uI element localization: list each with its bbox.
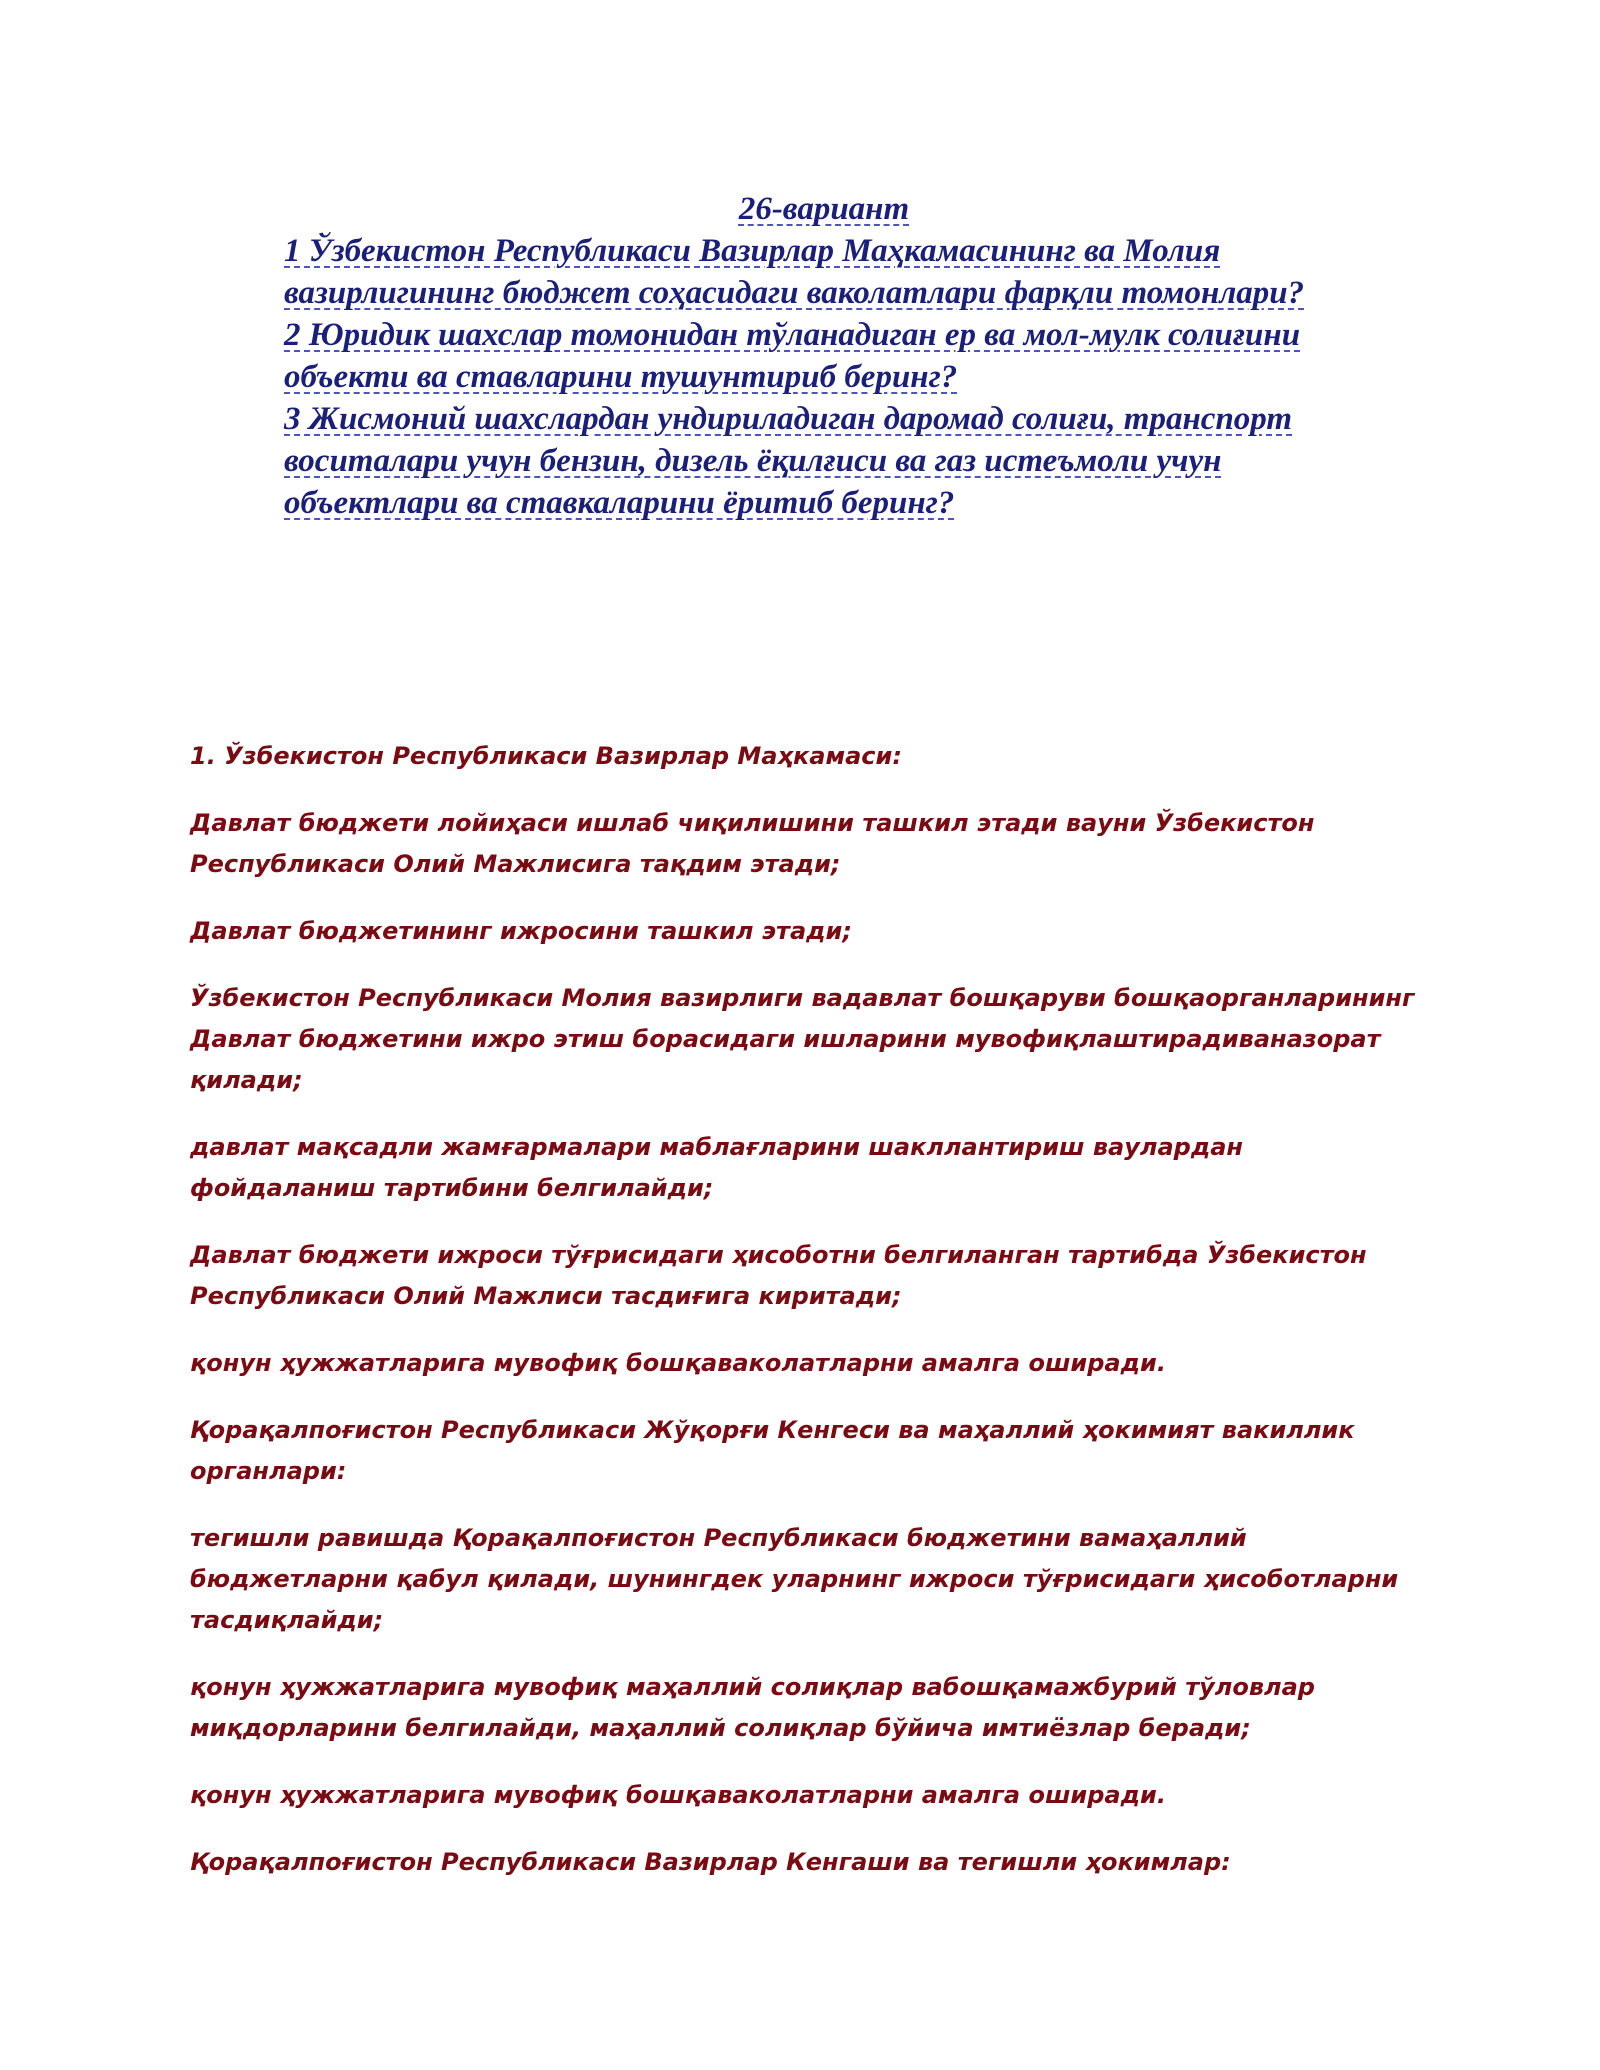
answer-paragraph: тегишли равишда Қорақалпоғистон Республикаси бюджетини вамаҳаллий бюджетларни қабул қилади, шунингдек уларнинг ижроси тўғрисидаги ҳисоботларни тасдиқлайди; <box>190 1524 1399 1634</box>
question-2 <box>284 314 1364 398</box>
answer-paragraph: Давлат бюджетининг ижросини ташкил этади; <box>190 917 852 945</box>
answer-paragraph: Қорақалпоғистон Республикаси Вазирлар Кенгаши ва тегишли ҳокимлар: <box>190 1848 1231 1876</box>
answer-paragraph: Қорақалпоғистон Республикаси Жўқорғи Кенгеси ва маҳаллий ҳокимият вакиллик органлари: <box>190 1416 1355 1485</box>
question-3-text: 3 Жисмоний шахслардан ундириладиган даромад солиғи, транспорт воситалари учун бензин, дизель ёқилғиси ва газ истеъмоли учун объектлари ва ставкаларини ёритиб беринг? <box>284 401 1293 521</box>
answer-paragraph: давлат мақсадли жамғармалари маблағларини шакллантириш вaулардан фойдаланиш тартибини белгилайди; <box>190 1133 1244 1202</box>
answer-paragraph: Давлат бюджети ижроси тўғрисидаги ҳисоботни белгиланган тартибда Ўзбекистон Республикаси Олий Мажлиси тасдиғига киритади; <box>190 1241 1367 1310</box>
answer-paragraph: Давлат бюджети лойиҳаси ишлаб чиқилишини ташкил этади вауни Ўзбекистон Республикаси Олий Мажлисига тақдим этади; <box>190 809 1315 878</box>
assignment-header <box>284 188 1364 524</box>
question-1-text: 1 Ўзбекистон Республикаси Вазирлар Маҳкамасининг ва Молия вазирлигининг бюджет соҳасидаги ваколатлари фарқли томонлари? <box>284 233 1305 311</box>
answer-paragraph: қонун ҳужжатларига мувофиқ маҳаллий солиқлар вабошқамажбурий тўловлар миқдорларини белгилайди, маҳаллий солиқлар бўйича имтиёзлар беради; <box>190 1673 1315 1742</box>
answer-paragraph: қонун ҳужжатларига мувофиқ бошқаваколатларни амалга оширади. <box>190 1781 1166 1809</box>
answer-paragraph: қонун ҳужжатларига мувофиқ бошқаваколатларни амалга оширади. <box>190 1349 1166 1377</box>
variant-title-text: 26-вариант <box>738 191 910 227</box>
question-3 <box>284 398 1364 524</box>
question-2-text: 2 Юридик шахслар томонидан тўланадиган ер ва мол-мулк солиғини объекти ва ставларини тушунтириб беринг? <box>284 317 1301 395</box>
variant-title <box>176 188 1472 230</box>
answer-body <box>190 736 1430 1909</box>
question-1 <box>284 230 1364 314</box>
answer-paragraph: Ўзбекистон Республикаси Молия вазирлиги вадавлат бошқаруви бошқаорганларининг Давлат бюджетини ижро этиш борасидаги ишларини мувофиқлаштирадиваназорат қилади; <box>190 984 1415 1094</box>
answer-paragraph: 1. Ўзбекистон Республикаси Вазирлар Маҳкамаси: <box>190 742 902 770</box>
